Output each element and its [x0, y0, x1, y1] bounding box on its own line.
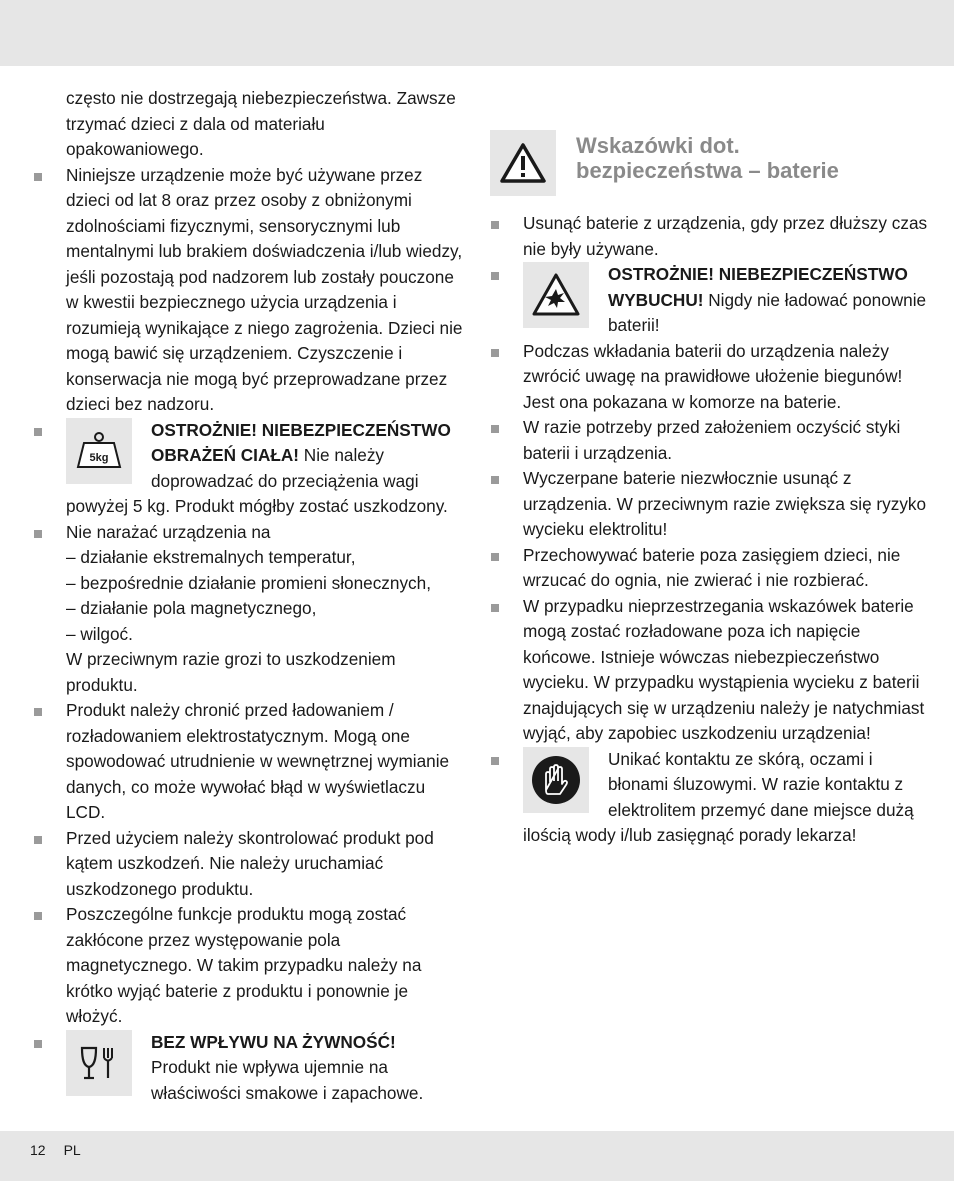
list-item — [523, 262, 928, 339]
magnetic-field-text: Poszczególne funkcje produktu mogą zostać zakłócone przez występowanie pola magnetycznego. W takim przypadku należy na krótko wyjąć baterie z produktu i ponownie je włożyć. — [66, 904, 422, 1026]
bullet-icon — [34, 428, 42, 436]
svg-text:5kg: 5kg — [89, 451, 109, 464]
bullet-icon — [34, 708, 42, 716]
dash-item: – działanie pola magnetycznego, — [66, 598, 317, 618]
wear-gloves-icon — [523, 747, 589, 813]
bullet-icon — [491, 425, 499, 433]
bottom-bar — [0, 1131, 954, 1181]
warning-triangle-icon — [490, 130, 556, 196]
food-safe-icon — [66, 1030, 132, 1096]
damage-check-text: Przed użyciem należy skontrolować produkt pod kątem uszkodzeń. Nie należy uruchamiać uszkodzonego produktu. — [66, 827, 434, 899]
bullet-icon — [491, 476, 499, 484]
list-item — [523, 211, 928, 262]
warning-title: OSTROŻNIE! NIEBEZPIECZEŃSTWO WYBUCHU! — [608, 264, 908, 310]
right-column — [523, 211, 928, 849]
food-title: BEZ WPŁYWU NA ŻYWNOŚĆ! — [151, 1031, 396, 1052]
depleted-batteries-text: Wyczerpane baterie niezwłocznie usunąć z urządzenia. W przeciwnym razie zwiększa się ryzyko wycieku elektrolitu! — [523, 468, 927, 539]
bullet-icon — [491, 272, 499, 280]
leakage-text: W przypadku nieprzestrzegania wskazówek baterie mogą zostać rozładowane poza ich napięcie końcowe. Istnieje wówczas niebezpieczeństwo wycieku. W przypadku wystąpienia wycieku z baterii znajdujących się w urządzeniu należy je natychmiast wyjąć, aby zapobiec uszkodzeniu urządzenia! — [523, 595, 925, 743]
bullet-icon — [491, 349, 499, 357]
gloves-text: Unikać kontaktu ze skórą, oczami i błonami śluzowymi. W razie kontaktu z elektrolitem przemyć dane miejsce dużą ilością wody i/lub zasięgnąć porady lekarza! — [523, 748, 914, 845]
warning-text: Nie należy doprowadzać do przeciążenia wagi powyżej 5 kg. Produkt mógłby zostać uszkodzony. — [66, 445, 448, 516]
list-item — [523, 466, 928, 543]
page-language: PL — [63, 1142, 81, 1158]
bullet-icon — [491, 757, 499, 765]
list-item — [66, 1030, 466, 1107]
page-number: 12 — [30, 1142, 46, 1158]
dash-item: – działanie ekstremalnych temperatur, — [66, 547, 356, 567]
bullet-icon — [34, 1040, 42, 1048]
list-item — [523, 747, 928, 849]
title-line-2: bezpieczeństwa – baterie — [576, 158, 839, 183]
clean-contacts-text: W razie potrzeby przed założeniem oczyścić styki baterii i urządzenia. — [523, 417, 901, 463]
remove-batteries-text: Usunąć baterie z urządzenia, gdy przez dłuższy czas nie były używane. — [523, 213, 928, 259]
list-item — [66, 902, 466, 1030]
bullet-icon — [34, 173, 42, 181]
warning-title: OSTROŻNIE! NIEBEZPIECZEŃSTWO OBRAŻEŃ CIAŁA! — [151, 419, 451, 465]
storage-text: Przechowywać baterie poza zasięgiem dzieci, nie wrzucać do ognia, nie zwierać i nie rozbierać. — [523, 544, 901, 590]
dash-item: – bezpośrednie działanie promieni słonecznych, — [66, 572, 431, 593]
bullet-icon — [34, 530, 42, 538]
polarity-text: Podczas wkładania baterii do urządzenia należy zwrócić uwagę na prawidłowe ułożenie biegunów! Jest ona pokazana w komorze na baterie. — [523, 340, 903, 412]
children-safety-text: Niniejsze urządzenie może być używane przez dzieci od lat 8 oraz przez osoby z obniżonymi zdolnościami fizycznymi, sensorycznymi lub mentalnymi lub brakiem doświadczenia i/lub wiedzy, jeśli pozostają pod nadzorem lub zostały pouczone w kwestii bezpiecznego użycia urządzenia i rozumieją wynikające z niego zagrożenia. Dzieci nie mogą bawić się urządzeniem. Czyszczenie i konserwacja nie mogą być przeprowadzane przez dzieci bez nadzoru. — [66, 164, 463, 414]
dash-item: – wilgoć. — [66, 623, 133, 644]
title-line-1: Wskazówki dot. — [576, 133, 740, 158]
left-column — [66, 86, 466, 1106]
bullet-icon — [491, 221, 499, 229]
bullet-icon — [491, 604, 499, 612]
warning-text: Nigdy nie ładować ponownie baterii! — [608, 289, 927, 335]
bullet-icon — [491, 553, 499, 561]
bullet-icon — [34, 912, 42, 920]
list-item — [66, 826, 466, 903]
list-item — [523, 339, 928, 416]
list-item — [523, 415, 928, 466]
bullet-icon — [34, 836, 42, 844]
electrostatic-text: Produkt należy chronić przed ładowaniem / rozładowaniem elektrostatycznym. Mogą one spowodować utrudnienie w wewnętrznej wymianie danych, co może wywołać błąd w wyświetlaczu LCD. — [66, 700, 450, 822]
exposure-outro: W przeciwnym razie grozi to uszkodzeniem produktu. — [66, 649, 396, 695]
list-item — [523, 543, 928, 594]
list-item — [66, 163, 466, 418]
weight-5kg-icon — [66, 418, 132, 484]
list-item — [66, 698, 466, 826]
exposure-intro: Nie narażać urządzenia na — [66, 521, 271, 542]
list-item — [66, 520, 466, 699]
intro-paragraph: często nie dostrzegają niebezpieczeństwa. Zawsze trzymać dzieci z dala od materiału opakowaniowego. — [66, 88, 456, 159]
list-item — [66, 418, 466, 520]
top-bar — [0, 0, 954, 66]
page-footer — [30, 1140, 99, 1160]
page-title — [576, 133, 936, 183]
food-text: Produkt nie wpływa ujemnie na właściwości smakowe i zapachowe. — [151, 1057, 424, 1103]
list-item — [523, 594, 928, 747]
explosion-hazard-icon — [523, 262, 589, 328]
